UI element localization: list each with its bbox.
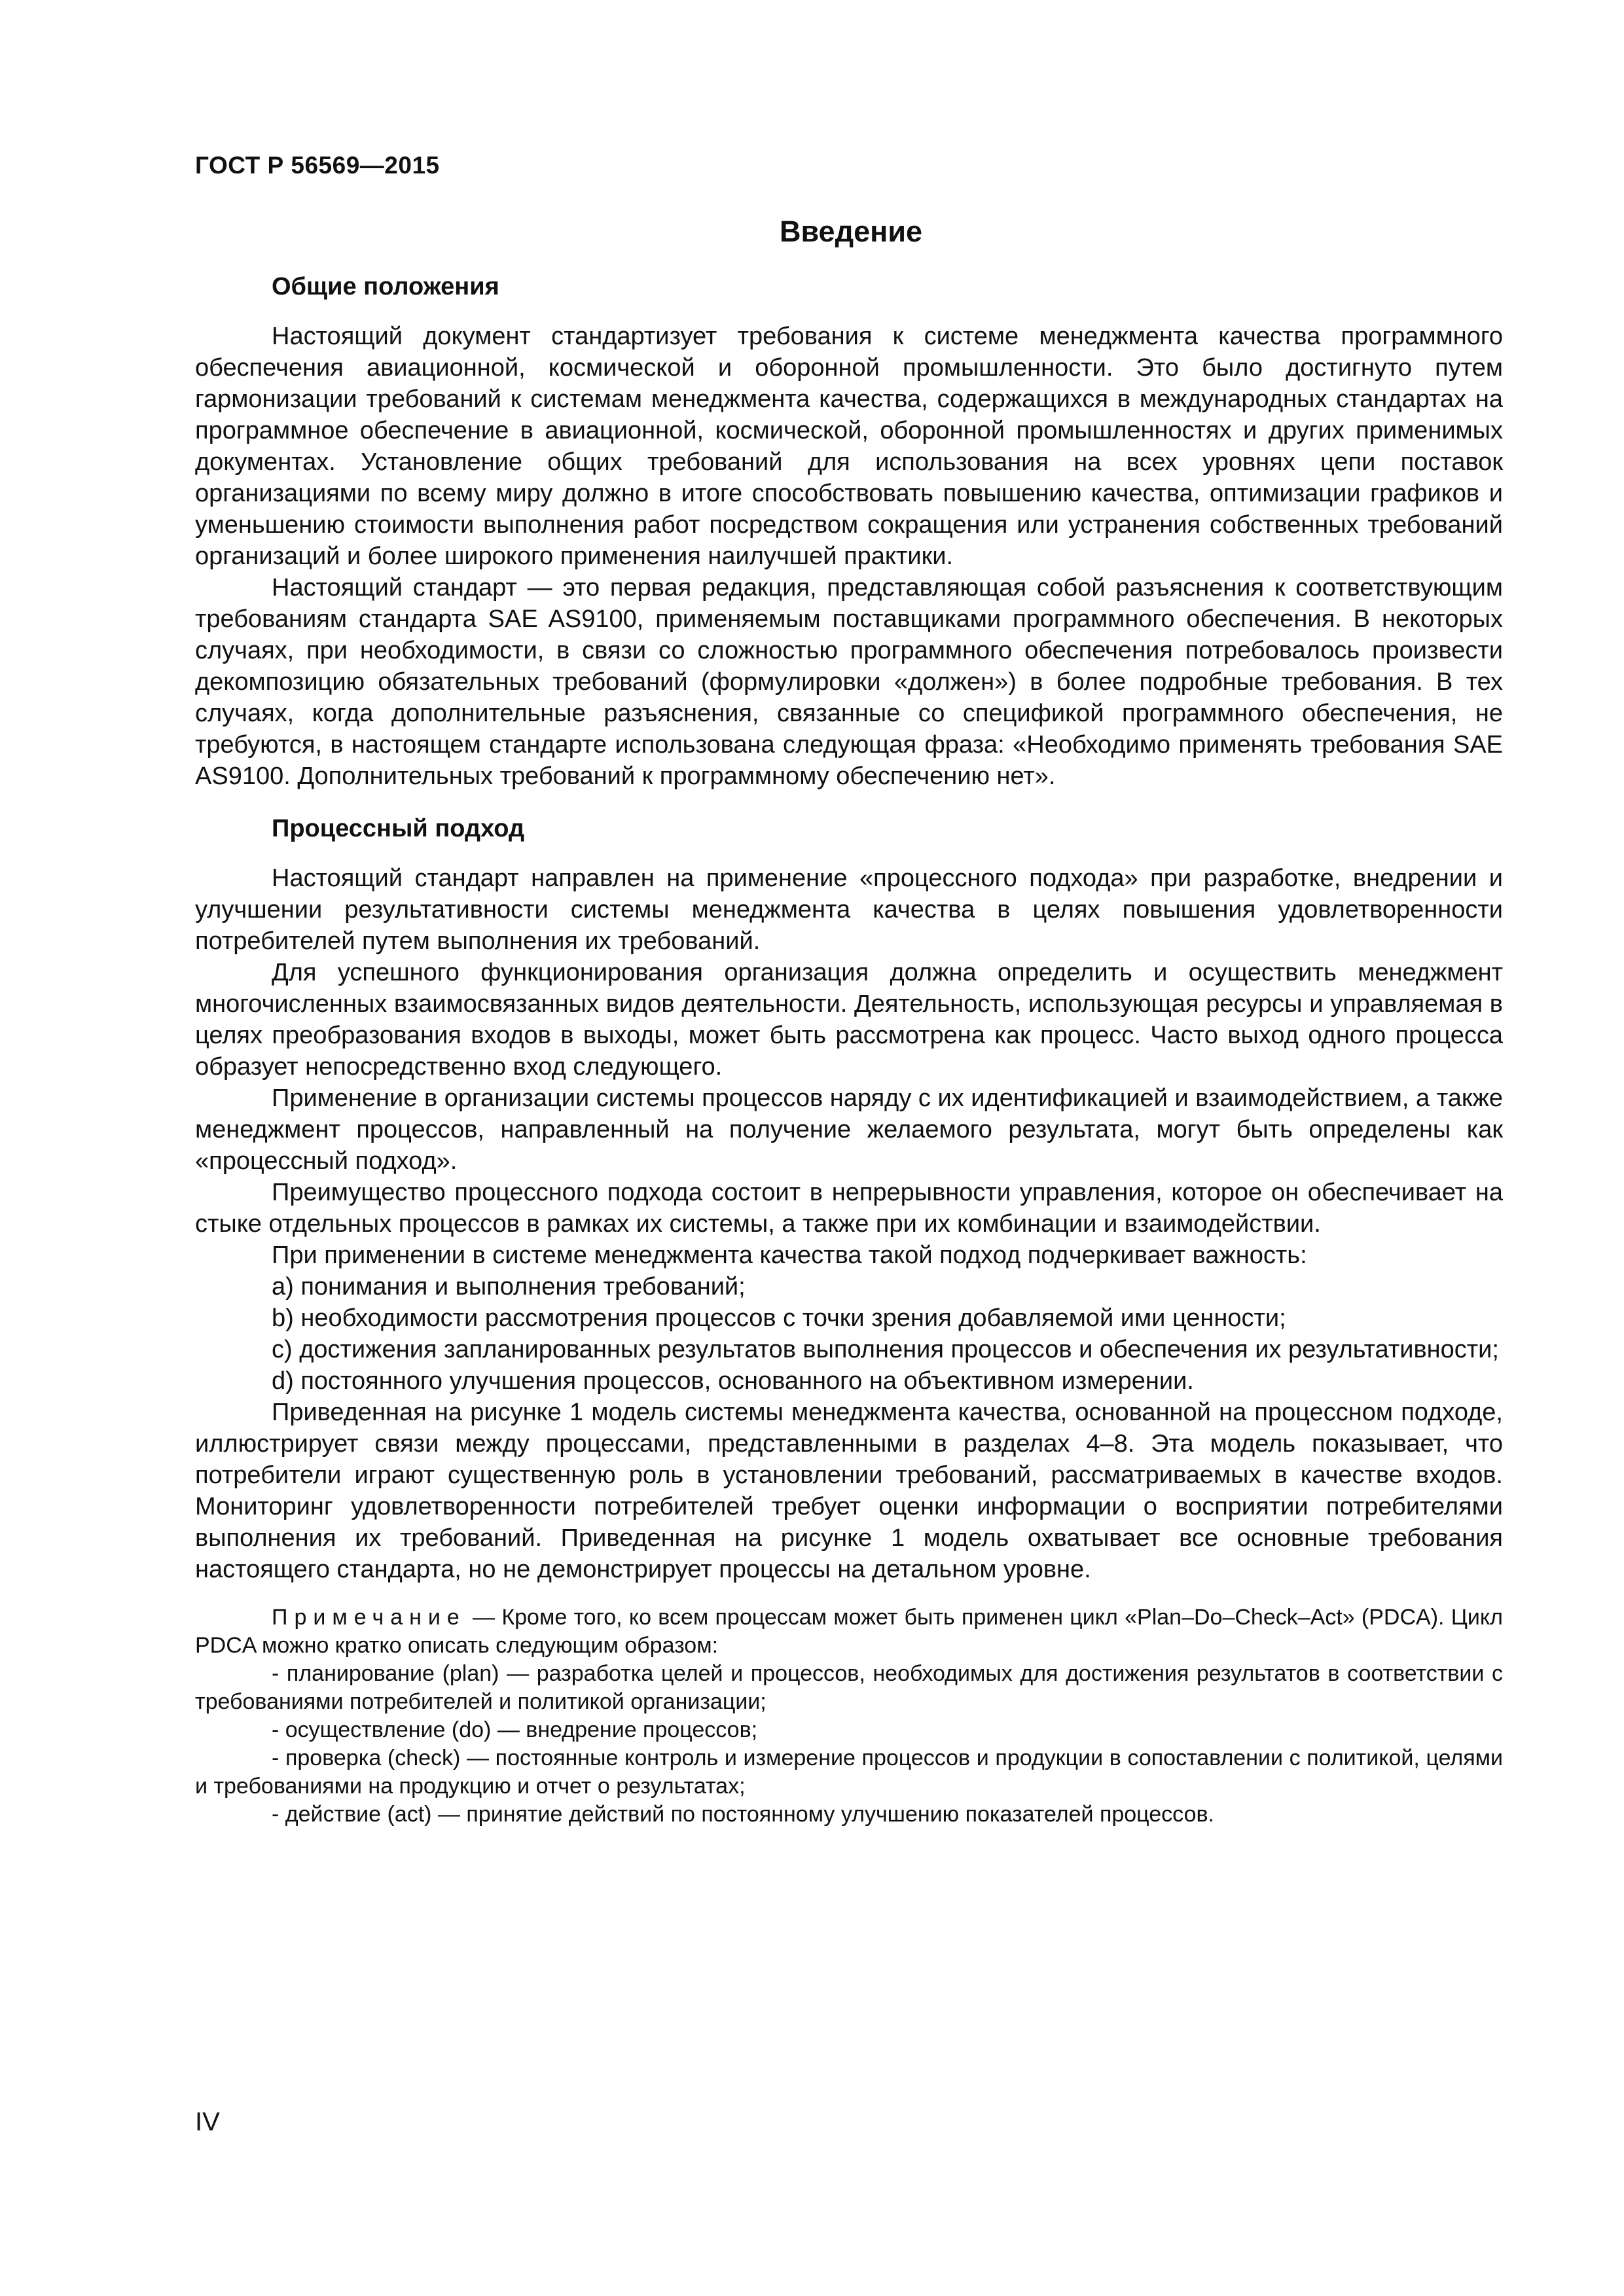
paragraph: При применении в системе менеджмента качества такой подход подчеркивает важность:: [272, 1242, 1307, 1269]
paragraph: Настоящий документ стандартизует требования к системе менеджмента качества программного обеспечения авиационной, космической и оборонной промышленности. Это было достигнуто путем гармонизации требований к системам менеджмента качества, содержащихся в международных стандартах на программное обеспечение в авиационной, космической, оборонной промышленностях и других применимых документах. Установление общих требований для использования на всех уровнях цепи поставок организациями по всему миру должно в итоге способствовать повышению качества, оптимизации графиков и уменьшению стоимости выполнения работ посредством сокращения или устранения собственных требований организаций и более широкого применения наилучшей практики.: [195, 323, 1503, 570]
paragraph: Приведенная на рисунке 1 модель системы менеджмента качества, основанной на процессном подходе, иллюстрирует связи между процессами, представленными в разделах 4–8. Эта модель показывает, что потребители играют существенную роль в установлении требований, рассматриваемых в качестве входов. Мониторинг удовлетворенности потребителей требует оценки информации о восприятии потребителями выполнения их требований. Приведенная на рисунке 1 модель охватывает все основные требования настоящего стандарта, но не демонстрирует процессы на детальном уровне.: [195, 1399, 1503, 1583]
list-item: b) необходимости рассмотрения процессов с точки зрения добавляемой ими ценности;: [272, 1304, 1286, 1332]
paragraph: Применение в организации системы процессов наряду с их идентификацией и взаимодействием, а также менеджмент процессов, направленный на получение желаемого результата, могут быть определены как «процессный подход».: [195, 1085, 1503, 1175]
page-number: IV: [195, 2108, 220, 2136]
document-code: ГОСТ Р 56569—2015: [195, 152, 440, 179]
list-item: с) достижения запланированных результатов выполнения процессов и обеспечения их результативности;: [272, 1336, 1499, 1363]
paragraph: Настоящий стандарт направлен на применение «процессного подхода» при разработке, внедрении и улучшении результативности системы менеджмента качества в целях повышения удовлетворенности потребителей путем выполнения их требований.: [195, 865, 1503, 955]
note-label: Примечание: [272, 1605, 466, 1630]
paragraph: Преимущество процессного подхода состоит в непрерывности управления, которое он обеспечивает на стыке отдельных процессов в рамках их системы, а также при их комбинации и взаимодействии.: [195, 1179, 1503, 1238]
note-item: - планирование (plan) — разработка целей и процессов, необходимых для достижения результатов в соответствии с требованиями потребителей и политикой организации;: [195, 1661, 1503, 1714]
section-heading: Процессный подход: [272, 815, 525, 842]
note-intro: [195, 1604, 1503, 1660]
note: [195, 1604, 1503, 1829]
document-body: [195, 271, 1503, 1829]
paragraph: Для успешного функционирования организация должна определить и осуществить менеджмент многочисленных взаимосвязанных видов деятельности. Деятельность, использующая ресурсы и управляемая в целях преобразования входов в выходы, может быть рассмотрена как процесс. Часто выход одного процесса образует непосредственно вход следующего.: [195, 959, 1503, 1081]
note-item: - действие (act) — принятие действий по постоянному улучшению показателей процессов.: [272, 1802, 1214, 1827]
note-item: - проверка (check) — постоянные контроль и измерение процессов и продукции в сопоставлении с политикой, целями и требованиями на продукцию и отчет о результатах;: [195, 1746, 1503, 1799]
note-item: - осуществление (do) — внедрение процессов;: [272, 1717, 758, 1742]
note-intro-text: — Кроме того, ко всем процессам может быть применен цикл «Plan–Do–Check–Act» (PDCA). Цикл PDCA можно кратко описать следующим образом:: [195, 1605, 1503, 1658]
list-item: а) понимания и выполнения требований;: [272, 1273, 746, 1300]
page-title: Введение: [779, 215, 923, 248]
paragraph: Настоящий стандарт — это первая редакция, представляющая собой разъяснения к соответствующим требованиям стандарта SAE AS9100, применяемым поставщиками программного обеспечения. В некоторых случаях, при необходимости, в связи со сложностью программного обеспечения потребовалось произвести декомпозицию обязательных требований (формулировки «должен») в более подробные требования. В тех случаях, когда дополнительные разъяснения, связанные со спецификой программного обеспечения, не требуются, в настоящем стандарте использована следующая фраза: «Необходимо применять требования SAE AS9100. Дополнительных требований к программному обеспечению нет».: [195, 574, 1503, 790]
list-item: d) постоянного улучшения процессов, основанного на объективном измерении.: [272, 1367, 1194, 1395]
section-heading: Общие положения: [272, 273, 499, 300]
